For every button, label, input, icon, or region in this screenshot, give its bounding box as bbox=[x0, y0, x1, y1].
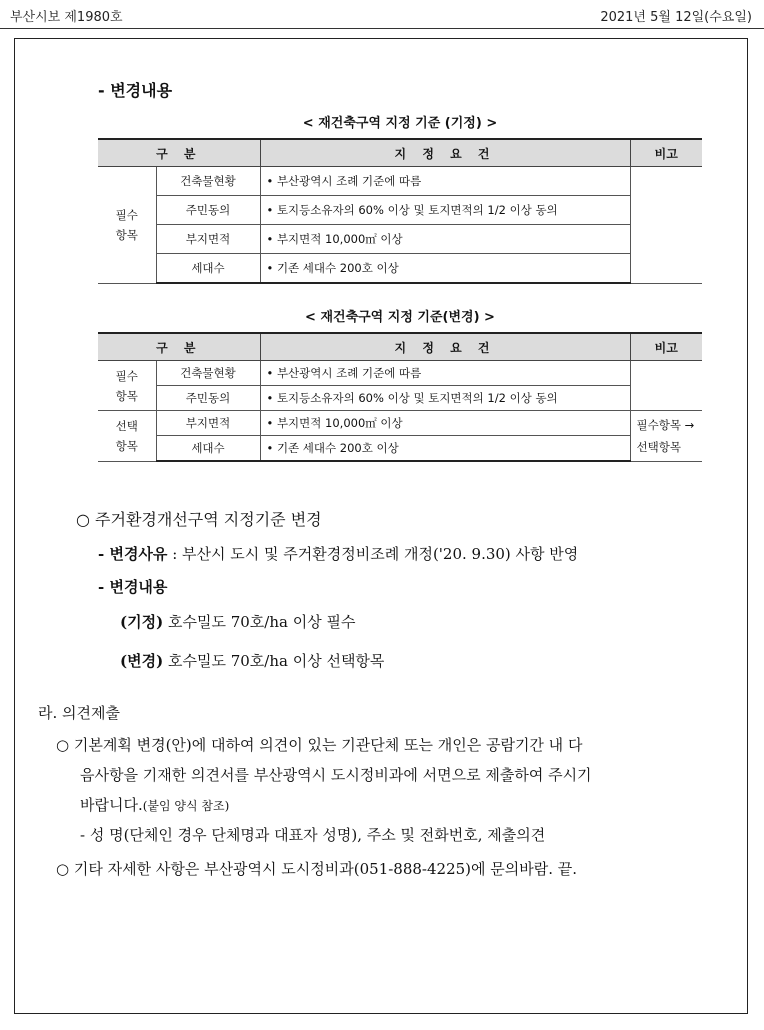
row-requirement: • 기존 세대수 200호 이상 bbox=[260, 436, 630, 462]
opinion-p1-line1: ○ 기본계획 변경(안)에 대하여 의견이 있는 기관단체 또는 개인은 공람기간 내 다 bbox=[56, 736, 583, 754]
opinion-p1-line3 bbox=[80, 794, 229, 815]
row-item: 건축물현황 bbox=[156, 167, 260, 196]
opinion-p1-line2: 음사항을 기재한 의견서를 부산광역시 도시정비과에 서면으로 제출하여 주시기 bbox=[80, 766, 592, 784]
residential-title: ○ 주거환경개선구역 지정기준 변경 bbox=[76, 510, 322, 529]
after-label: (변경) bbox=[120, 652, 164, 670]
content-label: - 변경내용 bbox=[98, 578, 168, 596]
row-item: 건축물현황 bbox=[156, 361, 260, 386]
row-requirement: • 토지등소유자의 60% 이상 및 토지면적의 1/2 이상 동의 bbox=[260, 386, 630, 411]
row-requirement: • 부산광역시 조례 기준에 따름 bbox=[260, 361, 630, 386]
opinion-p1-line3-text: 바랍니다. bbox=[80, 796, 143, 814]
col-requirements: 지 정 요 건 bbox=[260, 333, 630, 361]
col-note: 비고 bbox=[630, 333, 702, 361]
table-header-row bbox=[98, 139, 702, 167]
note-cell bbox=[630, 167, 702, 284]
before-text: 호수밀도 70호/ha 이상 필수 bbox=[167, 613, 356, 631]
table-row bbox=[98, 225, 702, 254]
row-item: 세대수 bbox=[156, 436, 260, 462]
opinion-p1-dash: - 성 명(단체인 경우 단체명과 대표자 성명), 주소 및 전화번호, 제출의견 bbox=[80, 826, 546, 844]
after-text: 호수밀도 70호/ha 이상 선택항목 bbox=[167, 652, 385, 670]
col-requirements: 지 정 요 건 bbox=[260, 139, 630, 167]
col-category: 구 분 bbox=[98, 139, 260, 167]
table-before-caption: < 재건축구역 지정 기준 (기정) > bbox=[302, 116, 498, 131]
row-requirement: • 토지등소유자의 60% 이상 및 토지면적의 1/2 이상 동의 bbox=[260, 196, 630, 225]
row-item: 주민동의 bbox=[156, 386, 260, 411]
table-row bbox=[98, 361, 702, 386]
row-item: 부지면적 bbox=[156, 225, 260, 254]
header-divider bbox=[0, 28, 764, 29]
reason-text: : 부산시 도시 및 주거환경정비조례 개정('20. 9.30) 사항 반영 bbox=[172, 545, 579, 563]
col-note: 비고 bbox=[630, 139, 702, 167]
table-row bbox=[98, 196, 702, 225]
table-row bbox=[98, 167, 702, 196]
row-requirement: • 부산광역시 조례 기준에 따름 bbox=[260, 167, 630, 196]
table-before bbox=[98, 138, 702, 284]
table-after bbox=[98, 332, 702, 462]
before-label: (기정) bbox=[120, 613, 164, 631]
after-line bbox=[120, 650, 384, 671]
col-category: 구 분 bbox=[98, 333, 260, 361]
attachment-note: (붙임 양식 참조) bbox=[142, 799, 230, 813]
opinion-title: 라. 의견제출 bbox=[38, 704, 120, 722]
row-item: 주민동의 bbox=[156, 196, 260, 225]
row-requirement: • 기존 세대수 200호 이상 bbox=[260, 254, 630, 284]
opinion-p2: ○ 기타 자세한 사항은 부산광역시 도시정비과(051-888-4225)에 문의바람. 끝. bbox=[56, 860, 578, 878]
change-heading: - 변경내용 bbox=[98, 81, 173, 100]
row-item: 부지면적 bbox=[156, 411, 260, 436]
table-after-caption: < 재건축구역 지정 기준(변경) > bbox=[305, 310, 495, 325]
note-cell-empty bbox=[630, 361, 702, 411]
group-optional: 선택 항목 bbox=[98, 411, 156, 462]
before-line bbox=[120, 611, 355, 632]
gazette-issue: 부산시보 제1980호 bbox=[10, 10, 123, 25]
group-required: 필수 항목 bbox=[98, 167, 156, 284]
reason-label: - 변경사유 bbox=[98, 545, 168, 563]
reason-line bbox=[98, 543, 578, 564]
table-row bbox=[98, 411, 702, 436]
row-item: 세대수 bbox=[156, 254, 260, 284]
row-requirement: • 부지면적 10,000㎡ 이상 bbox=[260, 411, 630, 436]
table-row bbox=[98, 254, 702, 284]
table-row bbox=[98, 386, 702, 411]
note-cell: 필수항목 → 선택항목 bbox=[630, 411, 702, 462]
row-requirement: • 부지면적 10,000㎡ 이상 bbox=[260, 225, 630, 254]
table-header-row bbox=[98, 333, 702, 361]
table-row bbox=[98, 436, 702, 462]
gazette-date: 2021년 5월 12일(수요일) bbox=[600, 10, 752, 25]
group-required: 필수 항목 bbox=[98, 361, 156, 411]
